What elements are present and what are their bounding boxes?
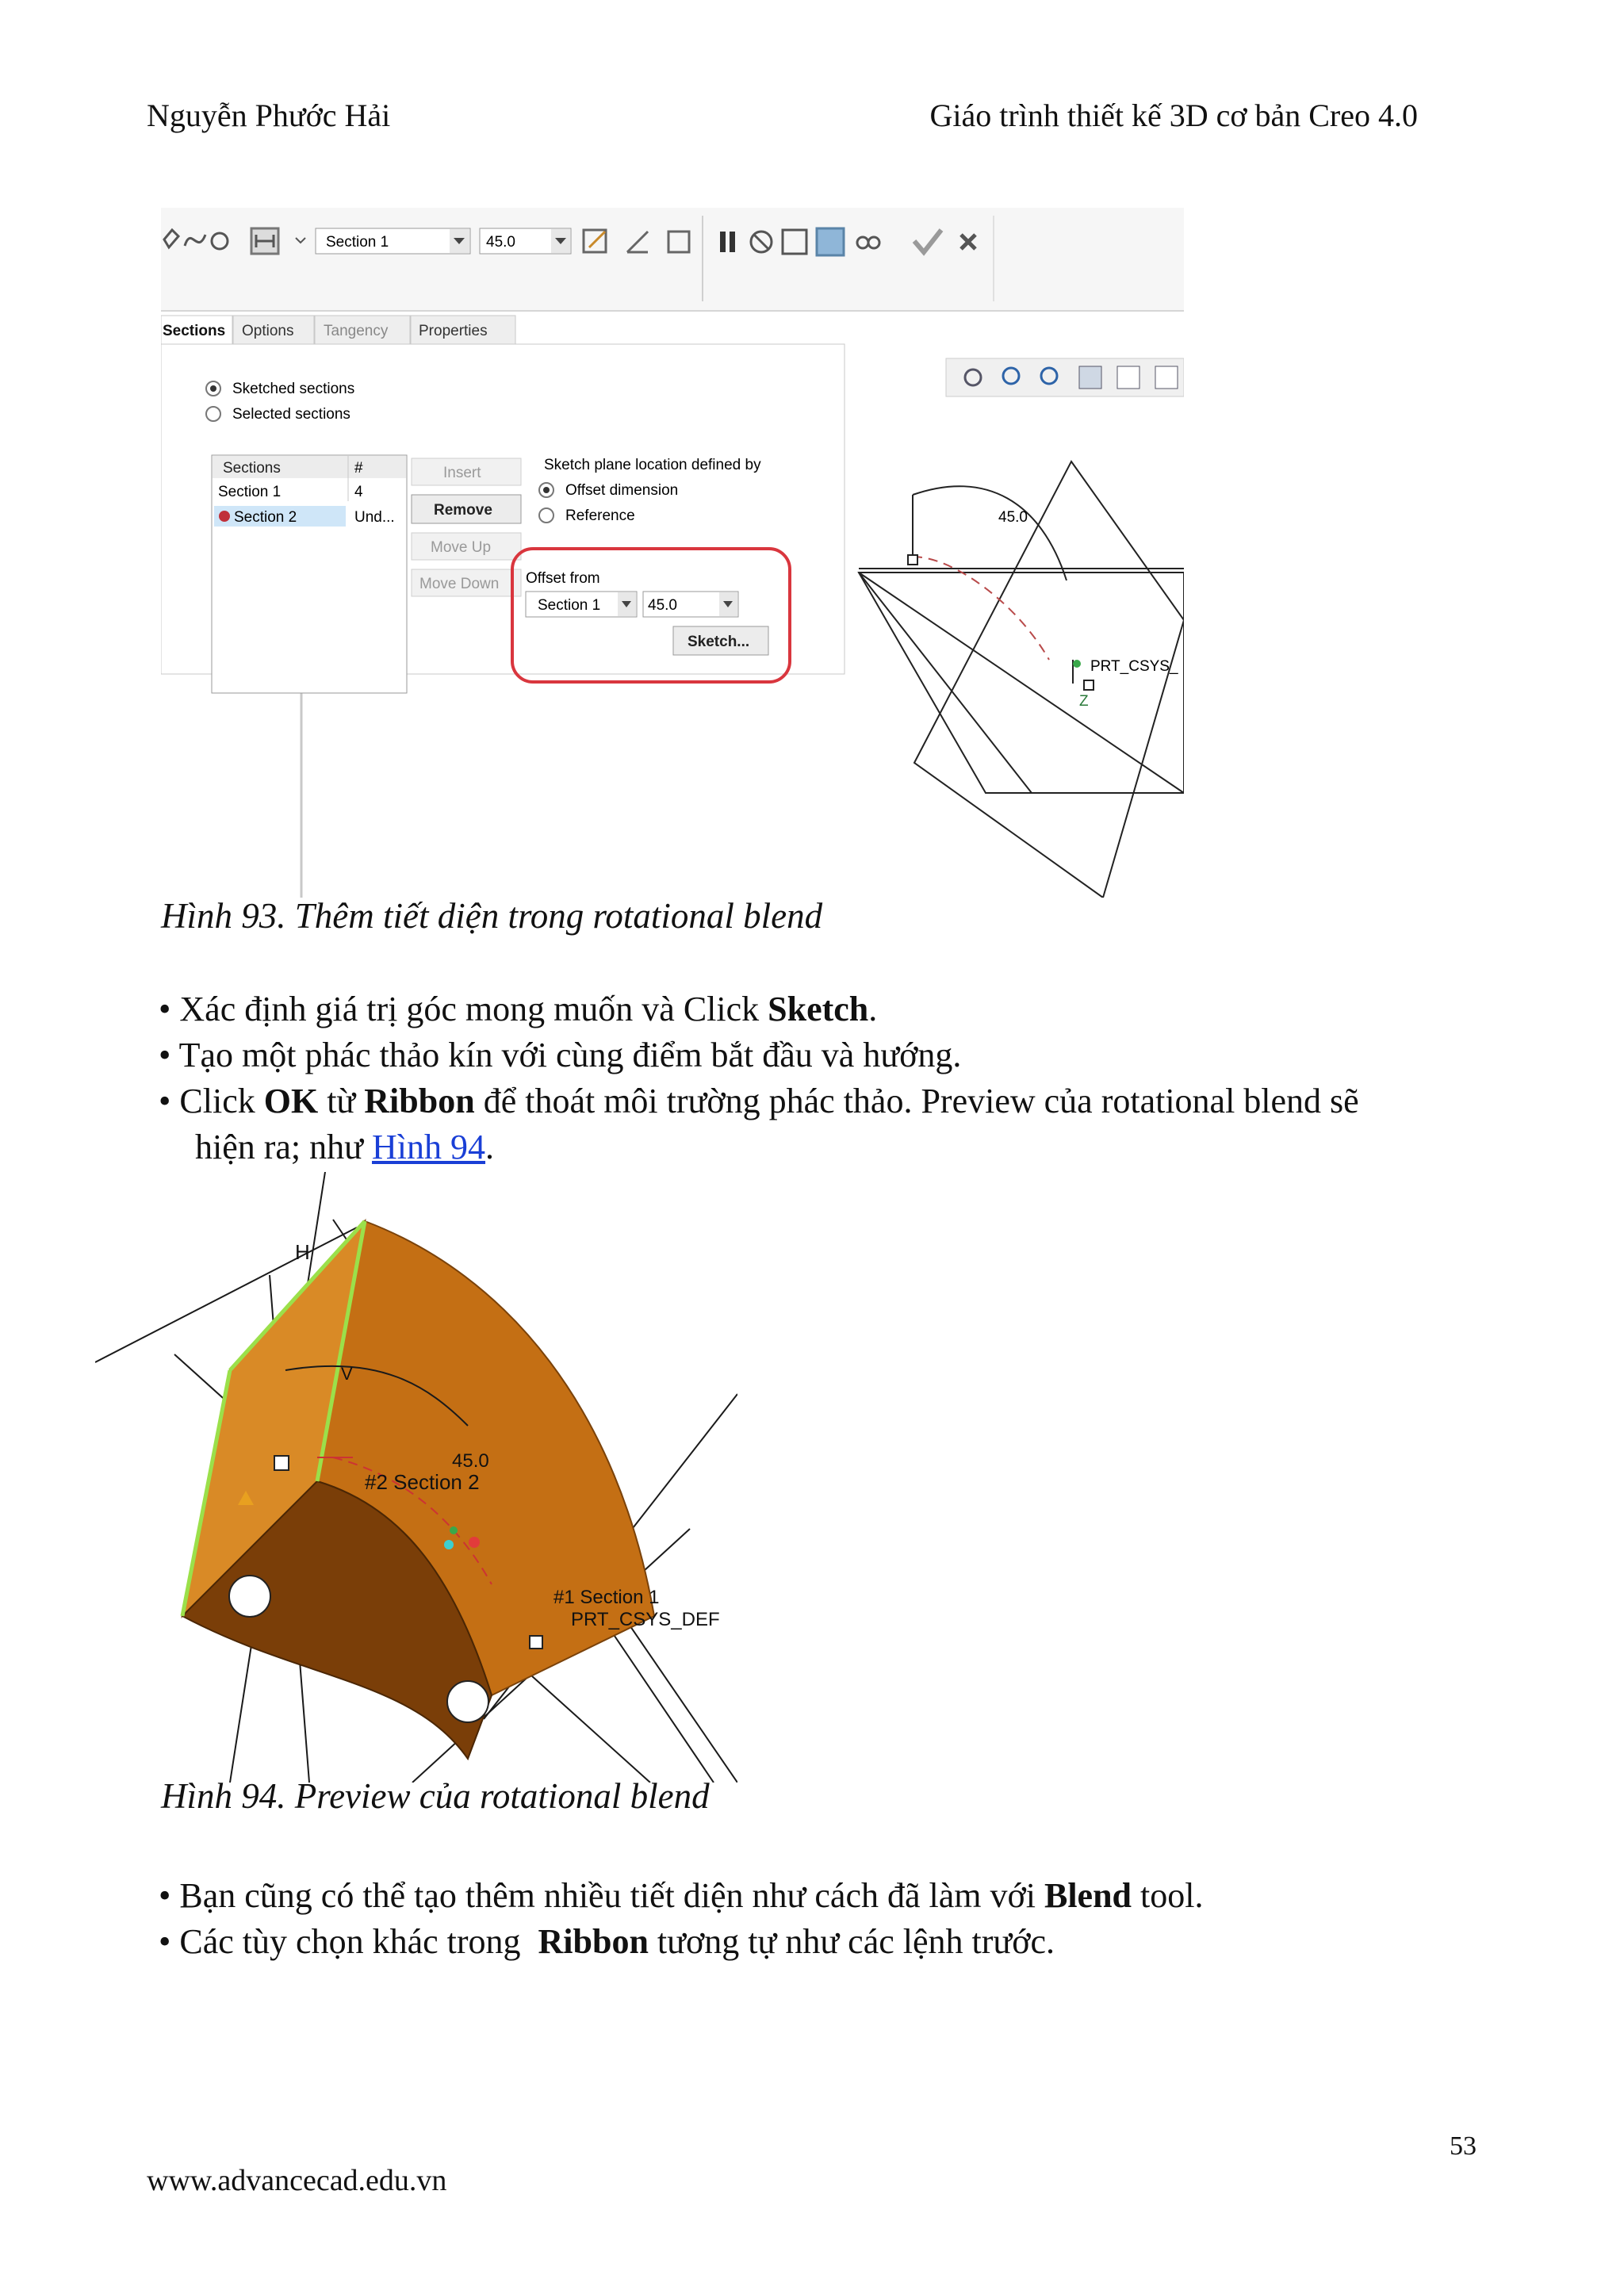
ribbon-term: Ribbon xyxy=(538,1922,649,1961)
remove-button[interactable] xyxy=(412,495,521,523)
figure-94-caption: Hình 94. Preview của rotational blend xyxy=(161,1776,710,1816)
list-item xyxy=(159,1873,1507,1919)
tab-sections[interactable]: Sections xyxy=(163,323,226,339)
tab-bar xyxy=(161,316,515,344)
saved-views-icon[interactable] xyxy=(1155,366,1178,389)
insert-button[interactable] xyxy=(412,458,521,485)
angle-field-value: 45.0 xyxy=(486,234,515,251)
handle-square[interactable] xyxy=(530,1636,542,1649)
sketch-button[interactable] xyxy=(673,626,768,655)
move-up-button[interactable] xyxy=(412,533,521,560)
h-label: H xyxy=(295,1240,310,1264)
v-label: V xyxy=(341,1364,353,1384)
list-item xyxy=(159,1919,1507,1965)
list-item xyxy=(159,986,1507,1032)
offset-section-value: Section 1 xyxy=(538,597,601,614)
header-title: Giáo trình thiết kế 3D cơ bản Creo 4.0 xyxy=(929,98,1418,133)
list-item-text: . xyxy=(868,990,878,1028)
view-toolbar[interactable] xyxy=(946,358,1184,396)
angle-label: 45.0 xyxy=(452,1450,489,1472)
figure-94 xyxy=(95,1172,737,1783)
ribbon-term: Ribbon xyxy=(364,1082,475,1120)
section-select[interactable] xyxy=(316,228,470,254)
row-section-1-num: 4 xyxy=(354,484,363,500)
start-point-marker[interactable] xyxy=(229,1576,270,1617)
insert-button-label: Insert xyxy=(443,465,481,481)
figure-93-image xyxy=(161,208,1184,898)
tab-tangency[interactable]: Tangency xyxy=(324,323,389,339)
list-item-text: tool. xyxy=(1132,1876,1204,1915)
reference-label: Reference xyxy=(565,507,635,524)
list-item-text: • Click xyxy=(159,1082,264,1120)
sketch-term: Sketch xyxy=(768,990,869,1028)
csys-red-dot xyxy=(469,1537,480,1548)
blend-term: Blend xyxy=(1044,1876,1132,1915)
section-2-label: #2 Section 2 xyxy=(365,1470,480,1494)
tab-properties[interactable]: Properties xyxy=(419,323,488,339)
viewport-angle-label: 45.0 xyxy=(998,509,1028,526)
offset-dimension-label: Offset dimension xyxy=(565,482,679,499)
handle-square[interactable] xyxy=(274,1456,289,1470)
ok-term: OK xyxy=(263,1082,319,1120)
remove-button-label: Remove xyxy=(434,502,492,519)
instructions-list xyxy=(159,986,1507,1170)
move-down-button[interactable] xyxy=(412,569,521,596)
csys-cyan-dot xyxy=(444,1540,454,1549)
row-section-2-name: Section 2 xyxy=(234,509,297,526)
csys-label: PRT_CSYS_ xyxy=(1090,658,1178,675)
list-item-text: tương tự như các lệnh trước. xyxy=(648,1922,1055,1961)
list-item-text: để thoát môi trường phác thảo. Preview của rotational blend sẽ xyxy=(474,1082,1359,1120)
sketch-button-label: Sketch... xyxy=(688,634,750,650)
csys-z-label: Z xyxy=(1079,693,1089,710)
sections-table xyxy=(212,455,407,693)
figure-94-link[interactable]: Hình 94 xyxy=(372,1128,486,1166)
page-number: 53 xyxy=(1450,2131,1477,2161)
list-item-text: • Xác định giá trị góc mong muốn và Click xyxy=(159,990,768,1028)
start-point-marker[interactable] xyxy=(447,1681,488,1722)
figure-94-image xyxy=(95,1172,737,1783)
display-style-icon[interactable] xyxy=(1117,366,1139,389)
plane-location-label: Sketch plane location defined by xyxy=(544,457,761,473)
offset-section-select[interactable] xyxy=(526,592,637,617)
list-item xyxy=(159,1078,1507,1124)
list-item-text: hiện ra; như xyxy=(195,1128,373,1166)
list-item: • Tạo một phác thảo kín với cùng điểm bắt đầu và hướng. xyxy=(159,1036,962,1074)
selected-sections-label: Selected sections xyxy=(232,406,350,423)
angle-field[interactable] xyxy=(480,228,571,254)
repaint-icon[interactable] xyxy=(1079,366,1101,389)
table-row[interactable] xyxy=(214,506,395,527)
list-item-continuation xyxy=(159,1124,1507,1170)
offset-value-field[interactable] xyxy=(643,592,738,617)
sketched-sections-label: Sketched sections xyxy=(232,381,355,397)
list-item-text: • Các tùy chọn khác trong xyxy=(159,1922,538,1961)
notes-list xyxy=(159,1873,1507,1965)
row-section-2-num: Und... xyxy=(354,509,395,526)
row-section-1-name: Section 1 xyxy=(218,484,282,500)
move-down-button-label: Move Down xyxy=(419,576,500,592)
table-header-num: # xyxy=(354,460,363,477)
list-item-text: • Bạn cũng có thể tạo thêm nhiều tiết diện như cách đã làm với xyxy=(159,1876,1044,1915)
graphics-viewport xyxy=(859,461,1184,898)
figure-93-caption: Hình 93. Thêm tiết diện trong rotational blend xyxy=(161,896,823,936)
offset-value-text: 45.0 xyxy=(648,597,677,614)
csys-def-label: PRT_CSYS_DEF xyxy=(571,1609,720,1630)
header-author: Nguyễn Phước Hải xyxy=(147,98,391,133)
figure-93 xyxy=(161,208,1184,898)
section-select-value: Section 1 xyxy=(326,234,389,251)
list-item-text: . xyxy=(485,1128,495,1166)
section-1-label: #1 Section 1 xyxy=(553,1587,660,1608)
tab-options[interactable]: Options xyxy=(242,323,294,339)
table-header-sections: Sections xyxy=(223,460,281,477)
offset-from-label: Offset from xyxy=(526,570,600,587)
list-item-text: từ xyxy=(318,1082,365,1120)
toolbar-background xyxy=(161,208,1184,311)
move-up-button-label: Move Up xyxy=(431,539,492,556)
csys-green-dot xyxy=(450,1526,458,1534)
footer-website: www.advancecad.edu.vn xyxy=(147,2164,447,2197)
